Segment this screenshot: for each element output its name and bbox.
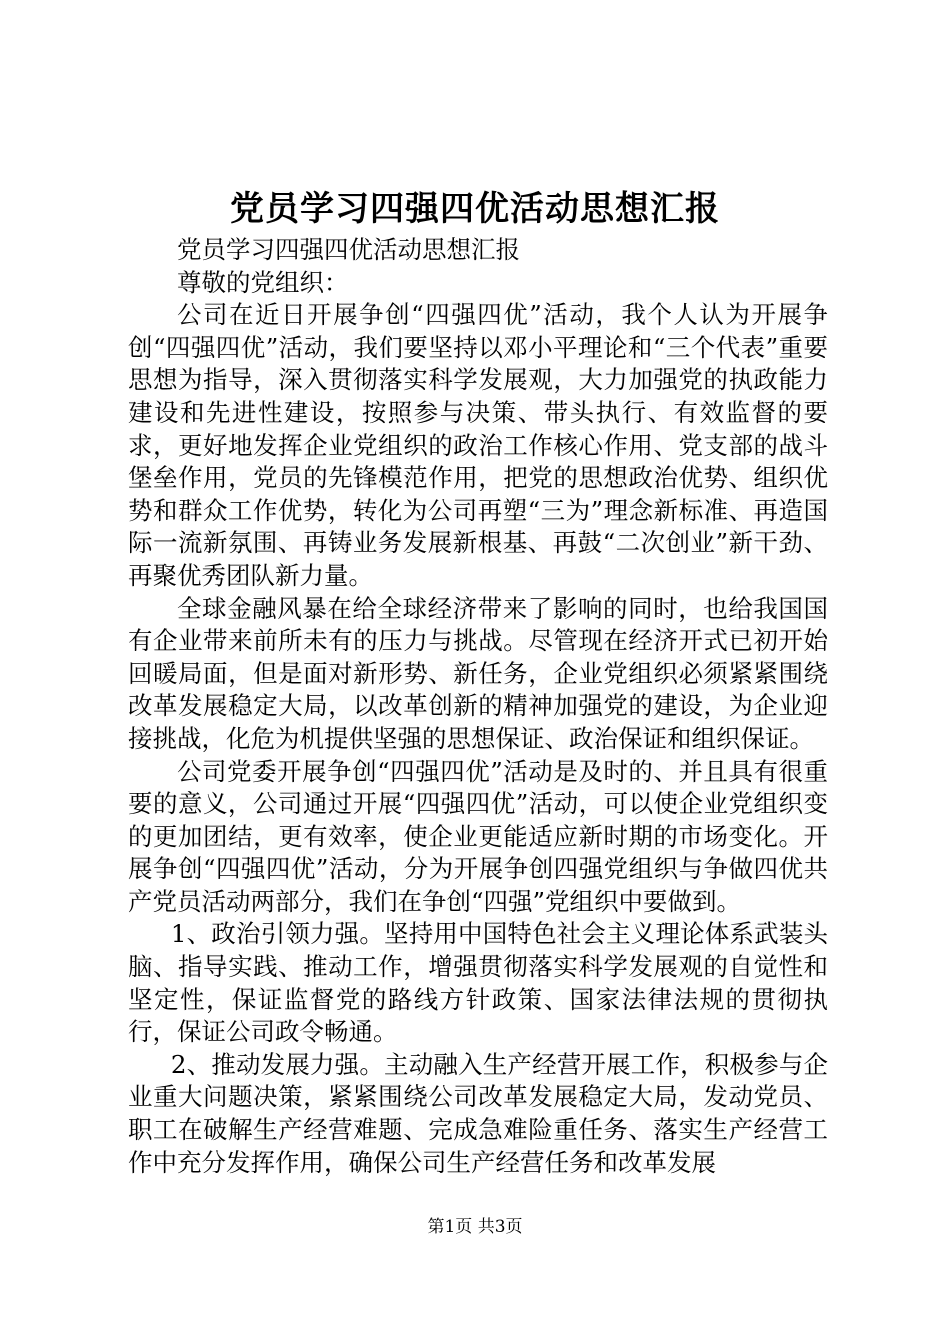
salutation: 尊敬的党组织：	[177, 267, 349, 297]
paragraph: 公司在近日开展争创“四强四优”活动，我个人认为开展争创“四强四优”活动，我们要坚持以邓小平理论和“三个代表”重要思想为指导，深入贯彻落实科学发展观，大力加强党的执政能力建设和先进性建设，按照参与决策、带头执行、有效监督的要求，更好地发挥企业党组织的政治工作核心作用、党支部的战斗堡垒作用，党员的先锋模范作用，把党的思想政治优势、组织优势和群众工作优势，转化为公司再塑“三为”理念新标准、再造国际一流新氛围、再铸业务发展新根基、再鼓“二次创业”新干劲、再聚优秀团队新力量。	[128, 300, 828, 590]
page-number: 第1页 共3页	[427, 1217, 523, 1237]
document-body	[128, 234, 828, 1179]
document-title: 党员学习四强四优活动思想汇报	[230, 189, 720, 229]
paragraph: 全球金融风暴在给全球经济带来了影响的同时，也给我国国有企业带来前所未有的压力与挑战。尽管现在经济开式已初开始回暖局面，但是面对新形势、新任务，企业党组织必须紧紧围绕改革发展稳定大局，以改革创新的精神加强党的建设，为企业迎接挑战，化危为机提供坚强的思想保证、政治保证和组织保证。	[128, 593, 828, 753]
paragraph: 公司党委开展争创“四强四优”活动是及时的、并且具有很重要的意义，公司通过开展“四强四优”活动，可以使企业党组织变的更加团结，更有效率，使企业更能适应新时期的市场变化。开展争创“四强四优”活动，分为开展争创四强党组织与争做四优共产党员活动两部分，我们在争创“四强”党组织中要做到。	[128, 756, 828, 916]
document-subtitle: 党员学习四强四优活动思想汇报	[177, 235, 520, 264]
list-item: 1、政治引领力强。坚持用中国特色社会主义理论体系武装头脑、指导实践、推动工作，增强贯彻落实科学发展观的自觉性和坚定性，保证监督党的路线方针政策、国家法律法规的贯彻执行，保证公司政令畅通。	[128, 919, 828, 1047]
list-item: 2、推动发展力强。主动融入生产经营开展工作，积极参与企业重大问题决策，紧紧围绕公司改革发展稳定大局，发动党员、职工在破解生产经营难题、完成急难险重任务、落实生产经营工作中充分发挥作用，确保公司生产经营任务和改革发展	[128, 1049, 828, 1177]
